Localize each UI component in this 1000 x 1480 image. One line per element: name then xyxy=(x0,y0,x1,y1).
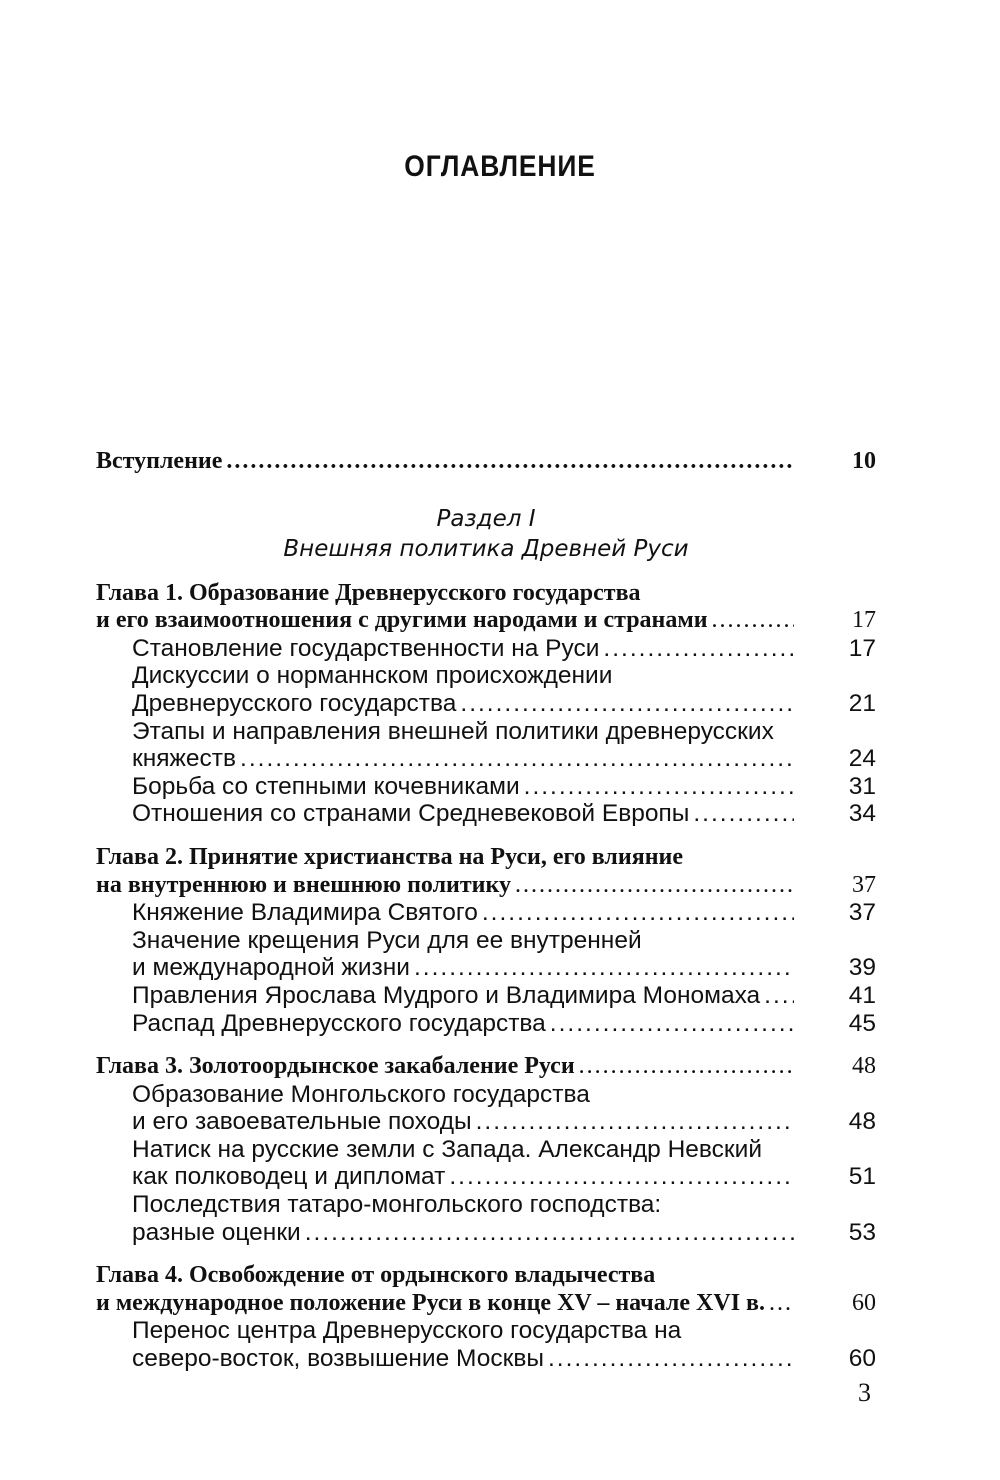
page-title: ОГЛАВЛЕНИЕ xyxy=(404,150,596,183)
toc-entry-text-line: Этапы и направления внешней политики древнерусских xyxy=(132,717,774,745)
leader-dots xyxy=(515,872,794,900)
toc-entry-text-line: Перенос центра Древнерусского государства на xyxy=(132,1317,682,1345)
toc-entry-label: и международной жизни xyxy=(132,954,410,982)
leader-dots xyxy=(414,954,794,982)
page-number: 60 xyxy=(852,1289,876,1316)
toc-entry-label: разные оценки xyxy=(132,1218,301,1246)
page-number: 51 xyxy=(848,1163,876,1191)
toc-entry-label: на внутреннюю и внешнюю политику xyxy=(96,871,511,898)
chapter-entry xyxy=(96,580,876,635)
subsection-entry xyxy=(96,773,876,801)
toc-entry-label: Правления Ярослава Мудрого и Владимира Мономаха xyxy=(132,981,761,1009)
leader-dots xyxy=(226,448,794,476)
leader-dots xyxy=(524,773,794,801)
toc-entry-label: Вступление xyxy=(96,448,223,474)
leader-dots xyxy=(550,1010,794,1038)
toc-entry-text-line: Натиск на русские земли с Запада. Александр Невский xyxy=(132,1135,763,1163)
page-number: 37 xyxy=(852,871,876,898)
section-number: Раздел I xyxy=(436,505,536,532)
toc-entry-label: Отношения со странами Средневековой Европы xyxy=(132,800,690,828)
page-number: 48 xyxy=(852,1053,876,1080)
page-number: 37 xyxy=(848,899,876,927)
page-number: 21 xyxy=(848,689,876,717)
toc-entry-text-line: Глава 2. Принятие христианства на Руси, его влияние xyxy=(96,843,684,870)
page-number: 17 xyxy=(852,607,876,634)
subsection-entry xyxy=(96,1191,876,1246)
page-number: 17 xyxy=(848,634,876,662)
leader-dots xyxy=(548,1345,794,1373)
page-number: 45 xyxy=(848,1009,876,1037)
toc-entry-label: Борьба со степными кочевниками xyxy=(132,772,520,800)
subsection-entry xyxy=(96,662,876,717)
page-number: 31 xyxy=(848,772,876,800)
leader-dots xyxy=(603,635,794,663)
toc-entry-text-line: Значение крещения Руси для ее внутренней xyxy=(132,926,642,954)
toc-entry-label: Княжение Владимира Святого xyxy=(132,899,478,927)
subsection-entry xyxy=(96,899,876,927)
leader-dots xyxy=(769,1290,794,1318)
section-heading xyxy=(96,504,876,564)
toc-entry-text-line: Последствия татаро-монгольского господства: xyxy=(132,1191,662,1219)
leader-dots xyxy=(693,800,794,828)
subsection-entry xyxy=(96,982,876,1010)
toc-entry-intro xyxy=(96,448,876,476)
section-name: Внешняя политика Древней Руси xyxy=(283,535,689,562)
leader-dots xyxy=(240,745,794,773)
leader-dots xyxy=(579,1053,794,1081)
toc-entry-text-line: Образование Монгольского государства xyxy=(132,1080,590,1108)
toc-entry-label: северо-восток, возвышение Москвы xyxy=(132,1345,544,1373)
page-number: 53 xyxy=(848,1218,876,1246)
toc-entry-label: Становление государственности на Руси xyxy=(132,634,600,662)
page-number: 48 xyxy=(848,1108,876,1136)
leader-dots xyxy=(476,1108,794,1136)
subsection-entry xyxy=(96,1081,876,1136)
toc-entry-label: и международное положение Руси в конце XV – начале XVI в. xyxy=(96,1289,766,1316)
chapter-entry xyxy=(96,1053,876,1081)
toc-entry-label: и его завоевательные походы xyxy=(132,1108,472,1136)
chapter-entry xyxy=(96,844,876,899)
leader-dots xyxy=(712,607,794,635)
page-number: 39 xyxy=(848,954,876,982)
toc-entry-text-line: Дискуссии о норманнском происхождении xyxy=(132,662,613,690)
toc-entry-text-line: Глава 1. Образование Древнерусского государства xyxy=(96,579,641,606)
subsection-entry xyxy=(96,1136,876,1191)
toc-entry-label: как полководец и дипломат xyxy=(132,1163,446,1191)
page-number: 41 xyxy=(848,981,876,1009)
page-number: 10 xyxy=(852,448,876,474)
page-number: 60 xyxy=(848,1345,876,1373)
subsection-entry xyxy=(96,718,876,773)
toc-entry-label: Распад Древнерусского государства xyxy=(132,1009,546,1037)
leader-dots xyxy=(460,690,794,718)
subsection-entry xyxy=(96,927,876,982)
subsection-entry xyxy=(96,800,876,828)
subsection-entry xyxy=(96,635,876,663)
subsection-entry xyxy=(96,1010,876,1038)
leader-dots xyxy=(764,982,794,1010)
table-of-contents xyxy=(96,448,876,1373)
toc-entry-label: Глава 3. Золотоордынское закабаление Руси xyxy=(96,1053,575,1080)
page-number: 24 xyxy=(848,745,876,773)
toc-entry-label: княжеств xyxy=(132,745,237,773)
leader-dots xyxy=(449,1163,794,1191)
chapter-list xyxy=(96,580,876,1373)
toc-entry-text-line: Глава 4. Освобождение от ордынского владычества xyxy=(96,1262,656,1289)
folio-page-number: 3 xyxy=(858,1378,871,1407)
subsection-entry xyxy=(96,1317,876,1372)
toc-entry-label: Древнерусского государства xyxy=(132,689,457,717)
leader-dots xyxy=(482,899,794,927)
toc-entry-label: и его взаимоотношения с другими народами и странами xyxy=(96,607,708,634)
page-number: 34 xyxy=(848,800,876,828)
leader-dots xyxy=(305,1219,794,1247)
chapter-entry xyxy=(96,1262,876,1317)
